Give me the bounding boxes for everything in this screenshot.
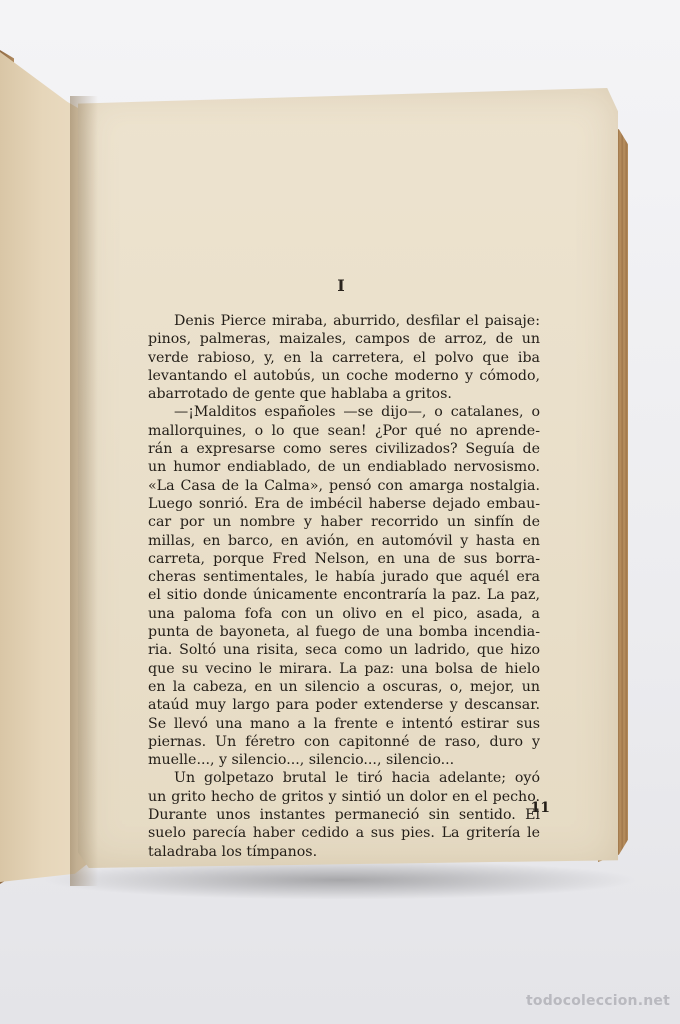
text-line: pinos, palmeras, maizales, campos de arroz, de un: [148, 331, 540, 348]
text-line: piernas. Un féretro con capitonné de raso, duro y: [148, 733, 540, 750]
text-line: Luego sonrió. Era de imbécil haberse dejado embau-: [148, 495, 540, 512]
text-line: un humor endiablado, de un endiablado nervosismo.: [148, 459, 540, 476]
text-line: Denis Pierce miraba, aburrido, desfilar el paisaje:: [174, 313, 540, 329]
text-line: millas, en barco, en avión, en automóvil y hasta en: [148, 532, 540, 549]
text-line: que su vecino le mirara. La paz: una bolsa de hielo: [148, 660, 540, 677]
text-line: taladraba los tímpanos.: [148, 843, 318, 860]
text-line: Durante unos instantes permaneció sin sentido. El: [148, 807, 540, 824]
text-line: ria. Soltó una risita, seca como un ladrido, que hizo: [148, 642, 540, 659]
text-line: «La Casa de la Calma», pensó con amarga nostalgia.: [148, 477, 540, 494]
text-line: suelo parecía haber cedido a sus pies. La gritería le: [148, 825, 540, 842]
gutter-shadow: [70, 96, 98, 886]
text-line: abarrotado de gente que hablaba a gritos.: [148, 386, 452, 403]
text-line: mallorquines, o lo que sean! ¿Por qué no aprende-: [148, 422, 540, 439]
text-line: carreta, porque Fred Nelson, en una de sus borra-: [148, 550, 540, 567]
text-line: Se llevó una mano a la frente e intentó estirar sus: [148, 715, 540, 732]
text-line: el sitio donde únicamente encontraría la paz. La paz,: [148, 587, 540, 604]
page-number: 11: [530, 800, 550, 816]
chapter-heading: I: [337, 276, 345, 295]
chapter-text: [148, 312, 540, 861]
text-line: ataúd muy largo para poder extenderse y descansar.: [148, 697, 540, 714]
text-line: punta de bayoneta, al fuego de una bomba incendia-: [148, 624, 540, 641]
text-line: Un golpetazo brutal le tiró hacia adelante; oyó: [174, 770, 540, 787]
text-line: levantando el autobús, un coche moderno y cómodo,: [148, 367, 540, 384]
text-line: cheras sentimentales, le había jurado que aquél era: [148, 569, 540, 586]
watermark: todocoleccion.net: [525, 993, 670, 1009]
text-line: —¡Malditos españoles —se dijo—, o catalanes, o: [174, 404, 540, 421]
text-line: muelle..., y silencio..., silencio..., silencio...: [148, 752, 455, 769]
text-line: rán a expresarse como seres civilizados? Seguía de: [148, 441, 540, 458]
text-line: en la cabeza, en un silencio a oscuras, o, mejor, un: [148, 678, 540, 695]
text-line: una paloma fofa con un olivo en el pico, asada, a: [148, 605, 540, 622]
text-line: car por un nombre y haber recorrido un sinfín de: [148, 514, 540, 531]
text-line: un grito hecho de gritos y sintió un dolor en el pecho.: [148, 788, 540, 805]
text-line: verde rabioso, y, en la carretera, el polvo que iba: [148, 349, 540, 366]
